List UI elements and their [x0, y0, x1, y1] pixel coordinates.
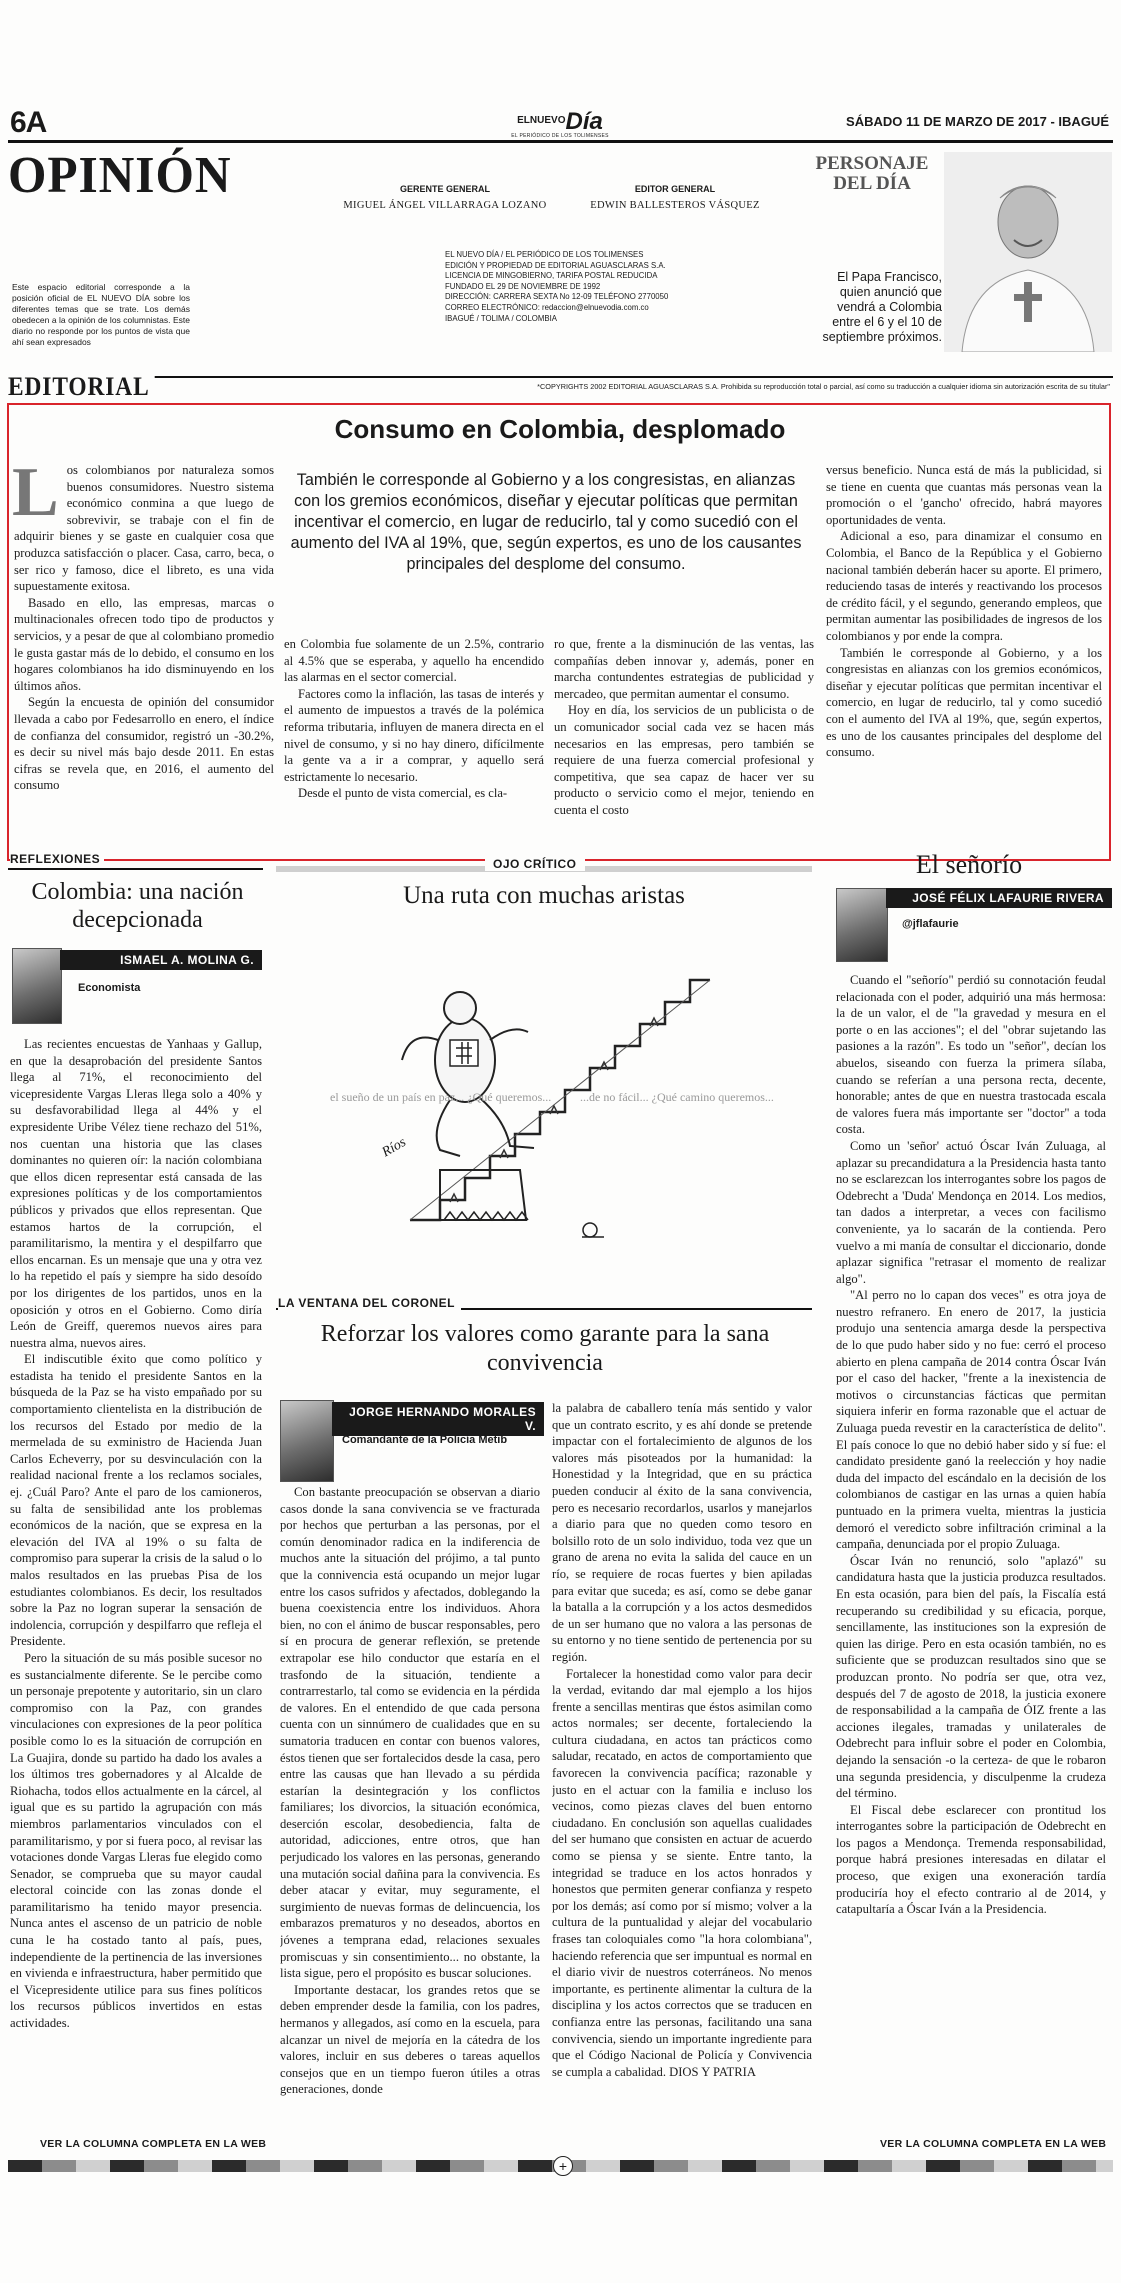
- personaje-title-line2: DEL DÍA: [833, 173, 911, 194]
- author-role: Comandante de la Policía Metib: [342, 1434, 508, 1446]
- article-paragraph: la palabra de caballero tenía más sentido y valor que un contrato escrito, y es ahí donde se pretende impactar con el fortalecimiento de algunos de los valores más pisoteados por la humanidad: la Honestidad y la Integridad, que en su práctica pueden conducir al éxito de la sana convivencia, pero es necesario recordarlos, usarlos y manejarlos a diario para que no queden como tesoro en bolsillo roto de un solo individuo, toda vez que un grano de arena no evita la salida del cauce en un río, se requiere de rocas fuertes y bien apiladas para evitar que suceda; es así, como se debe ganar la batalla a la corrupción y a los actos desmedidos de un ser humano que no valora a las personas de su entorno y no tiene sentido de pertenencia por su región.: [552, 1401, 812, 1664]
- editor-block: [570, 184, 780, 211]
- masthead-line: DIRECCIÓN: CARRERA SEXTA No 12-09 TELÉFONO 2770050: [445, 292, 669, 302]
- ventana-label: LA VENTANA DEL CORONEL: [278, 1296, 461, 1310]
- editorial-paragraph: También le corresponde al Gobierno, y a los congresistas en alianzas con los gremios económicos, diseñar y ejecutar políticas que permitan incentivar el comercio, en lugar de reducirlo, tal y como sucedió con el aumento del IVA al 19%, que, según expertos, es uno de los causantes principales del desplome del consumo.: [826, 645, 1102, 760]
- page-number: 6A: [10, 106, 47, 139]
- cartoonist-signature: Ríos: [379, 1134, 409, 1161]
- pope-portrait-image: [944, 152, 1112, 352]
- article-paragraph: Como un 'señor' actuó Óscar Iván Zuluaga, al aplazar su precandidatura a la Presidencia hasta tanto no se esclarezcan los interrogantes sobre los pagos de Odebrecht a 'Duda' Mendonça en 2014. Los medios, tan dados a interpretar, a veces con facilismo conveniente, ya lo sacarán de la contienda. Pero vuelvo a mi manía de consultar el diccionario, donde aplazar significa "retrasar el momento de realizar algo".: [836, 1138, 1106, 1286]
- editorial-col-4: [826, 462, 1102, 761]
- reflexiones-title: Colombia: una nación decepcionada: [31, 879, 244, 933]
- author-photo: [12, 948, 62, 1024]
- editorial-top-rule: [8, 376, 1113, 378]
- senorio-body: [836, 972, 1106, 2132]
- issue-date: SÁBADO 11 DE MARZO DE 2017 - IBAGUÉ: [846, 114, 1109, 129]
- author-photo: [280, 1400, 334, 1482]
- editorial-paragraph: versus beneficio. Nunca está de más la publicidad, si se tiene en cuenta que cuantas más personas vean la promoción o el 'gancho' ofrecido, habrá mayores oportunidades de venta.: [826, 463, 1102, 527]
- senorio-title: El señorío: [915, 850, 1023, 879]
- ventana-col-1: [280, 1484, 540, 2144]
- gerente-block: [330, 184, 560, 211]
- personaje-title-line1: PERSONAJE: [815, 153, 929, 174]
- editorial-paragraph: Hoy en día, los servicios de un publicista o de un comunicador social cada vez se hacen más necesarios en las empresas, pero también se requiere de una fuerza comercial profesional y competitiva, que sea capaz de hacer ver su producto o servicio como el mejor, teniendo en cuenta el costo: [554, 703, 814, 817]
- registration-mark-icon: +: [553, 2156, 573, 2176]
- editorial-title: Consumo en Colombia, desplomado: [334, 414, 786, 444]
- editorial-cartoon: [290, 920, 790, 1250]
- header-rule: [8, 140, 1113, 143]
- editorial-label: EDITORIAL: [8, 372, 155, 402]
- editorial-paragraph: Según la encuesta de opinión del consumidor llevada a cabo por Fedesarrollo en enero, el índice de confianza del consumidor, registró un -30.2%, es decir su nivel más bajo desde 2011. En estas cifras se revela que, en 2016, el aumento del consumo: [14, 695, 274, 793]
- article-paragraph: Importante destacar, los grandes retos que se deben emprender desde la familia, con los padres, hermanos y allegados, así como en la escuela, para alcanzar un nivel de mejoría en la cátedra de los valores, incluir en sus deberes o tareas aquellos consejos que en un tiempo fueron útiles a otras generaciones, donde: [280, 1982, 540, 2097]
- masthead-line: EDICIÓN Y PROPIEDAD DE EDITORIAL AGUASCLARAS S.A.: [445, 260, 666, 270]
- editorial-col-1: [12, 454, 274, 794]
- editorial-paragraph: Desde el punto de vista comercial, es cla-: [298, 786, 508, 801]
- editor-title: EDITOR GENERAL: [634, 184, 716, 194]
- cartoon-background-text: el sueño de un país en paz... ¿Qué queremos...: [330, 1090, 552, 1104]
- reflexiones-rule: [8, 868, 263, 870]
- editorial-paragraph: en Colombia fue solamente de un 2.5%, contrario al 4.5% que se esperaba, y aquello ha encendido las alarmas en el sector comercial.: [284, 637, 544, 685]
- author-name-bar: ISMAEL A. MOLINA G.: [60, 950, 262, 970]
- masthead-line: FUNDADO EL 29 DE NOVIEMBRE DE 1992: [445, 281, 601, 291]
- cartoon-background-text: ...de no fácil... ¿Qué camino queremos...: [580, 1090, 774, 1104]
- editorial-col-3: [554, 636, 814, 819]
- ventana-title: Reforzar los valores como garante para la sana convivencia: [320, 1321, 770, 1376]
- article-paragraph: Óscar Iván no renunció, solo "aplazó" su candidatura hasta que la justicia produzca resultados. En esta ocasión, para bien del país, la Fiscalía está recuperando su credibilidad y su eficacia, porque, sencillamente, las instituciones son la expresión de quien las dirige. Pero en esta ocasión también, no es suficiente que se produzcan resultados sino que se produzcan pronto. No podría ser que, otra vez, después del 7 de agosto de 2018, la justicia exonere de responsabilidad a la campaña de ÓIZ frente a las acciones ilegales, tramadas y unilaterales de Odebrecht para influir sobre el poder en Colombia, dejando la sensación -o la certeza- de que le robaron una segunda presidencia, y disculpenme la crudeza del término.: [836, 1553, 1106, 1801]
- author-name-bar: JORGE HERNANDO MORALES V.: [332, 1402, 544, 1436]
- article-paragraph: "Al perro no lo capan dos veces" es otra joya de nuestro refranero. En enero de 2017, la justicia produjo una sentencia amarga desde la perspectiva de lo que pudo haber sido y no fue: cerró el proceso abierto en plena campaña de 2014 contra Óscar Iván por el caso del hacker, "frente a la inexistencia de motivos o circunstancias fácticas que permitan siquiera inferir en forma razonable que el actuar de Zuluaga pueda revestir en la característica de delito". El país conoce lo que no debió haber sido y sí fue: el candidato presidente ganó la reelección y hoy nadie duda del impacto del escándalo en la decisión de los colombianos de castigar en las urnas a quien había puntuado en la primera vuelta, mientras la justicia demoró el veredicto sobre infiltración criminal a la campaña, denunciada por el propio Zuluaga.: [836, 1288, 1106, 1552]
- author-name-bar: JOSÉ FÉLIX LAFAURIE RIVERA: [886, 888, 1112, 908]
- author-handle: @jflafaurie: [902, 918, 959, 930]
- drop-cap: L: [12, 454, 59, 531]
- masthead-line: CORREO ELECTRÓNICO: redaccion@elnuevodia.com.co: [445, 302, 649, 312]
- article-paragraph: Pero la situación de su más posible sucesor no es sustancialmente diferente. Se le percibe como un personaje prepotente y autoritario, sin un claro compromiso con la Paz, con grandes vinculaciones con expresiones de la peor política posible como lo es la situación de corrupción en La Guajira, donde su partido ha dado los avales a los últimos tres gobernadores y al Alcalde de Riohacha, todos ellos actualmente en la cárcel, al igual que es su partido la agrupación con más miembros parlamentarios vinculados con el paramilitarismo, y por si fuera poco, al revisar las votaciones donde Vargas Lleras fue elegido como Senador, se comprueba que su mayor caudal electoral coincide con las zonas donde el paramilitarismo ha tenido mayor presencia. Nunca antes el ascenso de un patricio de noble cuna le ha costado tanto al país, pues, independiente de la pertinencia de las inversiones en vivienda e infraestructura, haber permitido que el Vicepresidente utilice para sus fines políticos los recursos públicos invertidos en estas actividades.: [10, 1650, 262, 2031]
- editorial-paragraph: Factores como la inflación, las tasas de interés y el aumento de impuestos a través de la polémica reforma tributaria, influyen de manera directa en el nivel de consumo, y si no hay dinero, difícilmente la gente va a ir a comprar, y aquello será estrictamente lo necesario.: [284, 686, 544, 784]
- read-more-link[interactable]: VER LA COLUMNA COMPLETA EN LA WEB: [40, 2138, 267, 2150]
- logo-tagline: EL PERIÓDICO DE LOS TOLIMENSES: [511, 133, 609, 139]
- personaje-caption: El Papa Francisco, quien anunció que vendrá a Colombia entre el 6 y el 10 de septiembre próximos.: [822, 270, 942, 344]
- editorial-paragraph: ro que, frente a la disminución de las ventas, las compañías deben innovar y, además, poner en marcha contundentes estrategias de publicidad y mercadeo, que permitan aumentar el consumo.: [554, 637, 814, 701]
- logo-prefix: ELNUEVO: [517, 115, 566, 126]
- gerente-title: GERENTE GENERAL: [399, 184, 490, 194]
- editorial-note: Este espacio editorial corresponde a la posición oficial de EL NUEVO DÍA sobre los diferentes temas que se trate. Los demás obedecen a la opinión de los columnistas. Este diario no responde por los puntos de vista que ahí sean expresados: [12, 282, 190, 347]
- reflexiones-label: REFLEXIONES: [10, 852, 104, 866]
- article-paragraph: Cuando el "señorío" perdió su connotación feudal relacionada con el poder, adquirió una más hermosa: la de un valor, el de "la gravedad y mesura en el porte o en las acciones"; el del "obrar sujetando las pasiones a la razón". Es todo un "señor", decían los abuelos, siseando con fuerza la primera sílaba, cuando se referían a una persona recta, decente, honorable; antes de que en nuestra trastocada escala de valores fuera más importante ser "doctor" a toda costa.: [836, 973, 1106, 1137]
- personaje-title: [812, 154, 932, 194]
- editorial-paragraph: os colombianos por naturaleza somos buenos consumidores. Nuestro sistema económico conmina a que luego de sobrevivir, se trabaje con el fin de adquirir bienes y se gaste en cualquier cosa que produzca satisfacción o placer. Casa, carro, beca, o ser rico y famoso, dice el libreto, es una vida supuestamente exitosa.: [14, 463, 274, 594]
- editor-name: EDWIN BALLESTEROS VÁSQUEZ: [590, 200, 760, 211]
- newspaper-logo: [490, 108, 630, 139]
- article-paragraph: Fortalecer la honestidad como valor para decir la verdad, evitando dar mal ejemplo a los hijos frente a sencillas mentiras que éstos asimilan como actos normales; ser decente, fortaleciendo la cultura ciudadana, en actos tan prácticos como saludar, recatado, en actos de comportamiento que favorecen la convivencia pacífica; razonable y justo en el actuar con la familia e incluso los vecinos, como piezas claves del buen entorno ciudadano. En conclusión son aquellas cualidades del ser humano que consisten en actuar de acuerdo como se piensa y se siente. Entre tanto, la integridad se traduce en los actos honrados y honestos que permiten generar confianza y respeto por los demás; así como por sí mismo; volver a la cultura de la puntualidad y alejar del vocabulario frases tan coloquiales como "la hora colombiana", haciendo referencia que ser impuntual es normal en el diario vivir de nuestros coterráneos. No menos importante, es pertinente alimentar la cultura de la disciplina y los actos correctos que se traducen en confianza entre las personas, facilitando una sana convivencia, siendo un importante ingrediente para que el Código Nacional de Policía y Convivencia se cumpla a cabalidad. DIOS Y PATRIA: [552, 1666, 812, 2079]
- masthead-info: [445, 250, 685, 324]
- reflexiones-body: [10, 1036, 262, 2128]
- editorial-paragraph: Basado en ello, las empresas, marcas o multinacionales ofrecen todo tipo de productos y servicios, y a pesar de que al colombiano promedio le gusta gastar más de lo debido, el consumo en los hogares colombianos ha ido disminuyendo en los últimos años.: [14, 595, 274, 693]
- article-paragraph: Las recientes encuestas de Yanhaas y Gallup, en que la desaprobación del presidente Santos llega al 71%, el reconocimiento del vicepresidente Vargas Lleras llega solo a 40% y su desfavorabilidad llega al 44% y el expresidente Uribe Vélez tiene rechazo del 51%, nos cuentan una historia que las clases dominantes no quieren oír: la nación colombiana que ellos dicen representar está cansada de las expresiones políticas y de los comportamientos públicos y privados que ellos representan. Que estamos hartos de la corrupción, el paramilitarismo, la mentira y el despilfarro que ellos encarnan. Es un mensaje que una y otra vez lo ha repetido el país y siempre ha sido desoído por los dirigentes de los partidos, unos en la oposición y otros en el Gobierno. Como diría León de Greiff, queremos nuevos aires para nuestra alma, nuevos aires.: [10, 1037, 262, 1350]
- article-paragraph: El indiscutible éxito que como político y estadista ha tenido el presidente Santos en la búsqueda de la Paz se ha visto empañado por su comportamiento clientelista en la distribución de los recursos del Estado por medio de la mermelada de su exministro de Hacienda Juan Carlos Echeverry, por su desvinculación con la realidad nacional frente a los reclamos sociales, ej. ¿Cuál Paro? Ante el paro de los camioneros, su falta de sensibilidad ante los problemas económicos de la nación, que se expresa en la elevación del IVA al 19% o su falta de compromiso para superar la crisis de la salud o lo malos resultados en las pruebas Pisa de los estudiantes colombianos. Es decir, los resultados sobre la Paz no logran superar la sensación de indolencia, corrupción y despilfarro que refleja el Presidente.: [10, 1352, 262, 1649]
- personaje-del-dia: [806, 152, 1114, 357]
- cartoon-title: Una ruta con muchas aristas: [403, 882, 685, 909]
- article-paragraph: El Fiscal debe esclarecer con prontitud los interrogantes sobre la participación de Odebrecht en los pagos a Mendonça. Tremenda responsabilidad, porque habrá presiones interesadas en dilatar el proceso, que exigen una exoneración tardía produciría hoy el efecto contrario al de 2014, y catapultaría a Óscar Iván a la Presidencia.: [836, 1802, 1106, 1917]
- masthead-line: LICENCIA DE MINGOBIERNO, TARIFA POSTAL REDUCIDA: [445, 271, 658, 281]
- section-title: OPINIÓN: [8, 147, 232, 204]
- editorial-pullquote: También le corresponde al Gobierno y a los congresistas, en alianzas con los gremios económicos, diseñar y ejecutar políticas que permitan incentivar el comercio, en lugar de reducirlo, tal y como sucedió con el aumento del IVA al 19%, que, según expertos, es uno de los causantes principales del desplome del consumo.: [290, 471, 802, 573]
- logo-main: Día: [565, 108, 603, 135]
- article-paragraph: Con bastante preocupación se observan a diario casos donde la sana convivencia se ve fracturada por hechos que perturban a las personas, por el común denominador radica en la indiferencia de muchos ante la situación del prójimo, a tal punto que la connivencia está ocupando un mejor lugar entre los casos sufridos y afectados, doblegando la buena coexistencia entre los individuos. Ahora bien, no con el ánimo de buscar responsables, pero sí en procura de generar reflexión, se pretende extrapolar ese hilo conductor que estaría en el trasfondo de la situación, tendiente a contrarrestarlo, tal como se evidencia en la pérdida de valores. En el entendido de que cada persona cuenta con un sinnúmero de cualidades que en su sumatoria traducen en contar con buenos valores, éstos tienen que ser fortalecidos desde la casa, pero entre las causas que han llevado a su pérdida estarían la desintegración y los conflictos familiares; los divorcios, la situación económica, deserción escolar, desobediencia, falta de autoridad, adicciones, entre otros, que han perjudicado los valores en las personas, generando una mutación social dañina para la convivencia. Es deber atacar y evitar, muy seguramente, el surgimiento de nuevas formas de delincuencia, los embarazos prematuros y no deseados, abortos en jóvenes a temprana edad, relaciones sexuales promiscuas y sin consentimiento... no obstante, la lista sigue, pero el propósito es buscar soluciones.: [280, 1485, 540, 1981]
- read-more-link[interactable]: VER LA COLUMNA COMPLETA EN LA WEB: [880, 2138, 1107, 2150]
- masthead-line: EL NUEVO DÍA / EL PERIÓDICO DE LOS TOLIMENSES: [445, 250, 644, 259]
- ojo-critico-label: OJO CRÍTICO: [485, 857, 585, 871]
- editorial-paragraph: Adicional a eso, para dinamizar el consumo en Colombia, el Banco de la República y el Gobierno nacional también deberán hacer su aporte. El primero, reduciendo tasas de interés y reactivando los procesos de crédito fácil, y el segundo, generando empleos, que permitan aumentar las posibilidades de ingresos de los colombianos y por ende la compra.: [826, 529, 1102, 643]
- ventana-col-2: [552, 1400, 812, 2144]
- editorial-col-2: [284, 636, 544, 802]
- pope-photo: [944, 152, 1112, 352]
- copyright-note: *COPYRIGHTS 2002 EDITORIAL AGUASCLARAS S.A. Prohibida su reproducción total o parcial, así como su traducción a cualquier idioma sin autorización escrita de su titular": [537, 382, 1110, 391]
- masthead-line: IBAGUÉ / TOLIMA / COLOMBIA: [445, 313, 557, 323]
- author-role: Economista: [78, 982, 141, 994]
- author-photo: [836, 888, 888, 962]
- gerente-name: MIGUEL ÁNGEL VILLARRAGA LOZANO: [343, 200, 547, 211]
- staircase-cartoon-image: [290, 920, 790, 1250]
